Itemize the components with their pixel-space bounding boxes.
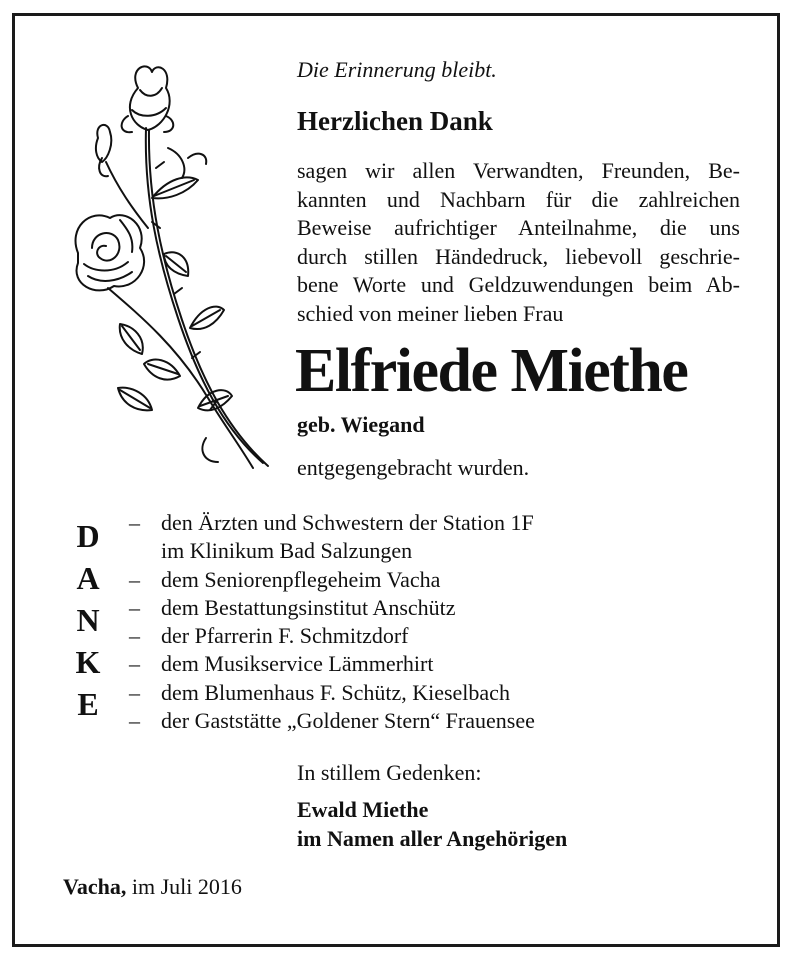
signer-relation: im Namen aller Angehörigen bbox=[297, 826, 568, 851]
danke-letter: A bbox=[76, 560, 100, 596]
thanks-paragraph bbox=[297, 157, 740, 328]
deceased-name: Elfriede Miethe bbox=[295, 337, 688, 405]
notice-date: im Juli 2016 bbox=[126, 874, 242, 899]
thanks-heading: Herzlichen Dank bbox=[297, 106, 493, 136]
signer-name: Ewald Miethe bbox=[297, 797, 429, 822]
list-item-text: dem Blumenhaus F. Schütz, Kieselbach bbox=[161, 679, 510, 705]
maiden-name: geb. Wiegand bbox=[297, 412, 425, 437]
rose-illustration bbox=[48, 58, 276, 478]
list-dash: – bbox=[129, 510, 140, 535]
list-item bbox=[125, 537, 535, 565]
received-text: entgegengebracht wurden. bbox=[297, 455, 530, 480]
list-item bbox=[125, 707, 535, 735]
place-city: Vacha, bbox=[63, 874, 127, 899]
list-item-text: im Klinikum Bad Salzungen bbox=[161, 538, 413, 564]
list-item bbox=[125, 509, 535, 537]
paragraph-line: bene Worte und Geldzuwendungen beim Ab- bbox=[297, 272, 740, 297]
list-item-text: den Ärzten und Schwestern der Station 1F bbox=[161, 510, 534, 535]
list-item-text: dem Seniorenpflegeheim Vacha bbox=[161, 566, 441, 592]
list-dash: – bbox=[129, 594, 140, 620]
thanks-list bbox=[125, 509, 535, 735]
list-item-text: dem Bestattungsinstitut Anschütz bbox=[161, 594, 456, 620]
list-dash bbox=[125, 537, 161, 565]
danke-letter: K bbox=[75, 644, 101, 680]
danke-letter: N bbox=[76, 602, 100, 638]
motto: Die Erinnerung bleibt. bbox=[297, 57, 497, 82]
danke-letter: D bbox=[76, 518, 100, 554]
list-item-text: der Gaststätte „Goldener Stern“ Frauensee bbox=[161, 708, 535, 734]
list-dash: – bbox=[129, 566, 140, 592]
paragraph-line: durch stillen Händedruck, liebevoll geschrie- bbox=[297, 243, 740, 269]
signer-block bbox=[297, 795, 567, 853]
list-item-text: der Pfarrerin F. Schmitzdorf bbox=[161, 623, 409, 649]
paragraph-line: kannten und Nachbarn für die zahlreichen bbox=[297, 186, 740, 212]
place-date bbox=[63, 874, 242, 900]
paragraph-line: schied von meiner lieben Frau bbox=[297, 300, 564, 326]
list-dash: – bbox=[129, 651, 140, 677]
paragraph-line: sagen wir allen Verwandten, Freunden, Be- bbox=[297, 158, 740, 183]
list-dash: – bbox=[129, 679, 140, 705]
list-dash: – bbox=[129, 708, 140, 734]
list-item-text: dem Musikservice Lämmerhirt bbox=[161, 651, 434, 677]
list-item bbox=[125, 679, 535, 707]
list-dash: – bbox=[129, 623, 140, 649]
danke-letter: E bbox=[77, 686, 99, 722]
list-item bbox=[125, 622, 535, 650]
list-item bbox=[125, 594, 535, 622]
danke-vertical bbox=[66, 515, 110, 725]
paragraph-line: Beweise aufrichtiger Anteilnahme, die uns bbox=[297, 215, 740, 240]
memory-line: In stillem Gedenken: bbox=[297, 760, 482, 785]
list-item bbox=[125, 566, 535, 594]
list-item bbox=[125, 650, 535, 678]
